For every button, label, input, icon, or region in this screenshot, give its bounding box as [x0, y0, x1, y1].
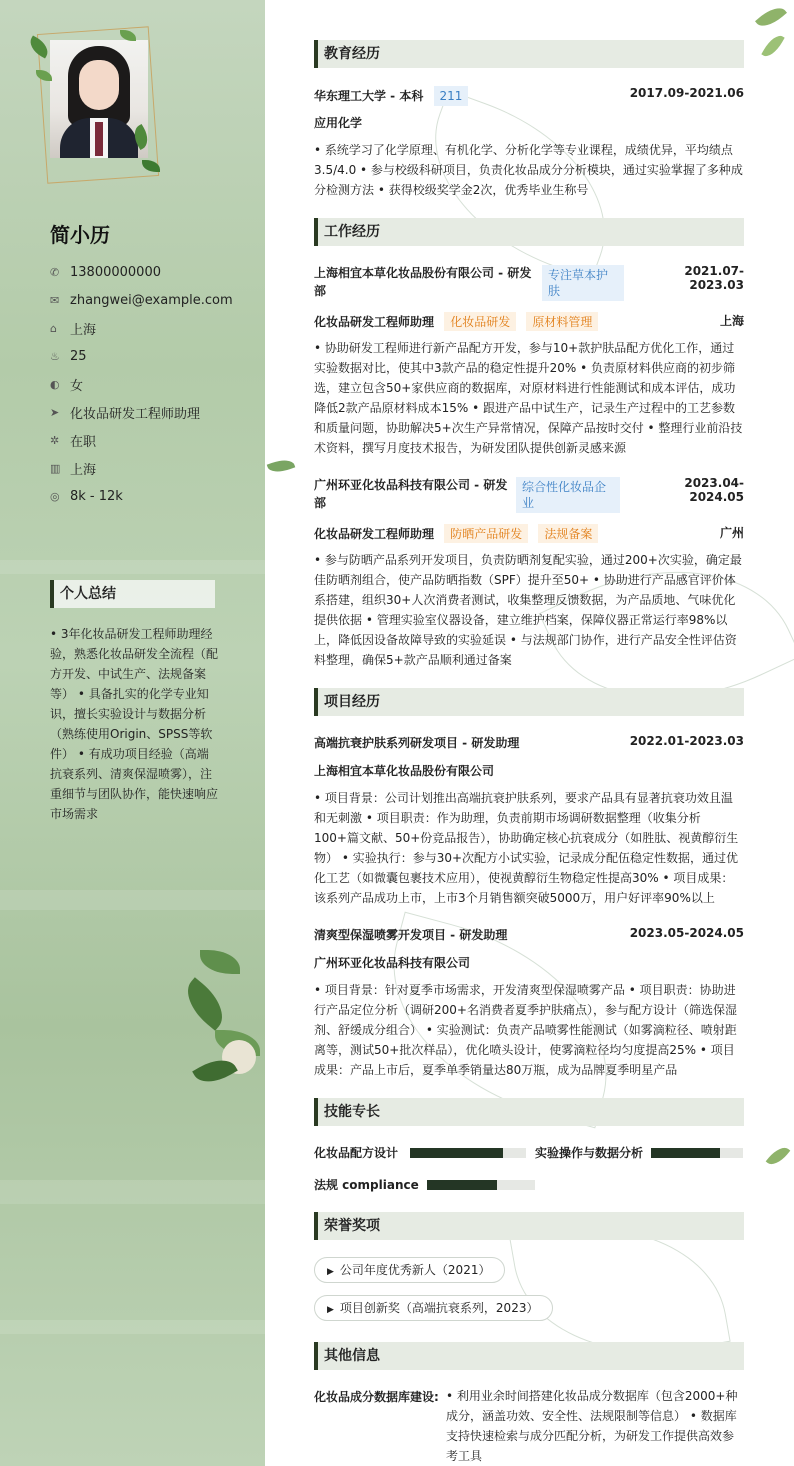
leaf-decoration [761, 32, 784, 61]
job-company-tag: 专注草本护肤 [542, 265, 624, 301]
education-major: 应用化学 [314, 116, 363, 130]
job-role: 化妆品研发工程师助理 [314, 315, 435, 329]
info-row [50, 314, 233, 342]
project-desc: • 项目背景：针对夏季市场需求，开发清爽型保湿喷雾产品 • 项目职责：协助进行产品定位分析（调研200+名消费者夏季护肤痛点），参与配方设计（筛选保湿剂、舒缓成分组合） • 实验测试：负责产品喷雾性能测试（如雾滴粒径、喷射距离等，测试50+批次样品），优化喷头设计，使雾滴粒径均匀度提高25% • 项目成果：产品上市后，夏季单季销量达80万瓶，成为品牌夏季明星产品 [314, 983, 737, 1077]
contact-info [50, 258, 233, 510]
job-company: 广州环亚化妆品科技有限公司 - 研发部 [314, 478, 508, 510]
job-role: 化妆品研发工程师助理 [314, 527, 435, 541]
awards-title: 荣誉奖项 [314, 1212, 744, 1240]
location-value: 上海 [70, 322, 97, 338]
info-row [50, 398, 233, 426]
skill-bar [410, 1148, 526, 1158]
building-icon: ▥ [50, 461, 61, 475]
skill-name: 实验操作与数据分析 [535, 1146, 644, 1160]
skill-bar-fill [427, 1180, 497, 1190]
summary-title: 个人总结 [50, 580, 215, 608]
project-period: 2022.01-2023.03 [629, 734, 744, 748]
skill-bar-fill [410, 1148, 503, 1158]
education-title: 教育经历 [314, 40, 744, 68]
project-name: 高端抗衰护肤系列研发项目 - 研发助理 [314, 736, 520, 750]
sidebar [0, 0, 265, 1466]
award-item[interactable] [314, 1295, 553, 1321]
job-tag: 防晒产品研发 [444, 524, 528, 543]
job-period: 2023.04-2024.05 [684, 476, 744, 504]
other-label: 化妆品成分数据库建设: [314, 1390, 439, 1404]
project-desc: • 项目背景：公司计划推出高端抗衰护肤系列，要求产品具有显著抗衰功效且温和无刺激 • 项目职责：作为助理，负责前期市场调研数据整理（收集分析100+篇文献、50+份竞品报告），协助确定核心抗衰成分（如胜肽、视黄醇衍生物） • 实验执行：参与30+次配方小试实验，记录成分配伍稳定性数据，通过优化工艺（如微囊包裹技术应用），使视黄醇衍生物稳定性提高30% • 项目成果：该系列产品成功上市，上市3个月销售额突破5000万，用户好评率90%以上 [314, 791, 739, 905]
education-desc: • 系统学习了化学原理、有机化学、分析化学等专业课程，成绩优异，平均绩点3.5/4.0 • 参与校级科研项目，负责化妆品成分分析模块，通过实验掌握了多种成分检测方法 • 获得校级奖学金2次，优秀毕业生称号 [314, 143, 743, 197]
age-value: 25 [70, 348, 87, 364]
email-value: zhangwei@example.com [70, 292, 233, 308]
skills-title: 技能专长 [314, 1098, 744, 1126]
leaf-decoration [755, 2, 787, 32]
info-row [50, 426, 233, 454]
award-item[interactable] [314, 1257, 505, 1283]
job-role-row [314, 524, 744, 543]
triangle-right-icon: ▶ [327, 1305, 334, 1315]
job-desc: • 协助研发工程师进行新产品配方开发，参与10+款护肤品配方优化工作，通过实验数据对比，使其中3款产品的稳定性提升20% • 负责原材料供应商的初步筛选，建立包含50+家供应商的数据库，对原材料进行性能测试和成本评估，成功降低2款产品原材料成本15% • 跟进产品中试生产，记录生产过程中的工艺参数和质量问题，协助解决5+次生产异常情况，保障产品按时交付 • 整理行业前沿技术资料，撰写月度技术报告，为研发团队提供创新灵感来源 [314, 341, 743, 455]
leaf-decoration [267, 456, 296, 476]
status-value: 在职 [70, 434, 97, 450]
job-company-tag: 综合性化妆品企业 [516, 477, 620, 513]
info-row [50, 482, 233, 510]
school-name: 华东理工大学 - 本科 [314, 89, 424, 103]
job-tag: 法规备案 [538, 524, 598, 543]
skill-item [314, 1144, 526, 1161]
mail-icon: ✉ [50, 293, 60, 307]
job-period: 2021.07-2023.03 [684, 264, 744, 292]
job-company: 上海相宜本草化妆品股份有限公司 - 研发部 [314, 266, 532, 298]
gender-icon: ◐ [50, 377, 60, 391]
salary-icon: ◎ [50, 489, 60, 503]
info-row [50, 370, 233, 398]
summary-text: • 3年化妆品研发工程师助理经验，熟悉化妆品研发全流程（配方开发、中试生产、法规备案等） • 具备扎实的化学专业知识，擅长实验设计与数据分析（熟练使用Origin、SPSS等软件） • 有成功项目经验（高端抗衰系列、清爽保湿喷雾），注重细节与团队协作，能快速响应市场需求 [50, 627, 219, 821]
info-row [50, 258, 233, 286]
triangle-right-icon: ▶ [327, 1267, 334, 1277]
info-row [50, 342, 233, 370]
skill-name: 法规 compliance [314, 1178, 419, 1192]
target-position-value: 化妆品研发工程师助理 [70, 406, 201, 422]
job-tag: 原材料管理 [526, 312, 598, 331]
other-text: • 利用业余时间搭建化妆品成分数据库（包含2000+种成分，涵盖功效、安全性、法规限制等信息） • 数据库支持快速检索与成分匹配分析，为研发工作提供高效参考工具 [446, 1389, 738, 1463]
projects-title: 项目经历 [314, 688, 744, 716]
leaf-decoration [766, 1143, 791, 1169]
other-title: 其他信息 [314, 1342, 744, 1370]
avatar-area [50, 40, 148, 158]
job-role-row [314, 312, 744, 331]
gender-value: 女 [70, 378, 84, 394]
info-row [50, 286, 233, 314]
phone-value: 13800000000 [70, 264, 161, 280]
job-city: 广州 [719, 526, 744, 540]
project-header [314, 734, 744, 751]
work-title: 工作经历 [314, 218, 744, 246]
salary-value: 8k - 12k [70, 488, 123, 504]
skill-item [314, 1176, 535, 1193]
education-header [314, 86, 744, 106]
skill-bar [651, 1148, 743, 1158]
leaf-decoration [177, 977, 233, 1031]
phone-icon: ✆ [50, 265, 60, 279]
skill-name: 化妆品配方设计 [314, 1146, 399, 1160]
project-period: 2023.05-2024.05 [629, 926, 744, 940]
profile-name: 简小历 [50, 223, 110, 247]
send-icon: ➤ [50, 405, 60, 419]
project-company: 广州环亚化妆品科技有限公司 [314, 956, 471, 970]
education-period: 2017.09-2021.06 [629, 86, 744, 100]
avatar [50, 40, 148, 158]
skill-bar [427, 1180, 535, 1190]
target-city-value: 上海 [70, 462, 97, 478]
leaf-decoration [200, 950, 240, 974]
skill-item [535, 1144, 743, 1161]
job-desc: • 参与防晒产品系列开发项目，负责防晒剂复配实验，通过200+次实验，确定最佳防晒剂组合，使产品防晒指数（SPF）提升至50+ • 协助进行产品感官评价体系搭建，组织30+人次消费者测试，收集整理反馈数据，为产品质地、气味优化提供依据 • 管理实验室仪器设备，建立维护档案，保障仪器正常运行率98%以上，降低因设备故障导致的实验延误 • 与法规部门协作，进行产品安全性评估资料整理，确保5+款产品顺利通过备案 [314, 553, 742, 667]
project-header [314, 926, 744, 943]
award-label: 项目创新奖（高端抗衰系列，2023） [339, 1301, 539, 1315]
job-city: 上海 [719, 314, 744, 328]
school-tag: 211 [434, 86, 469, 106]
info-row [50, 454, 233, 482]
project-company: 上海相宜本草化妆品股份有限公司 [314, 764, 495, 778]
home-icon: ⌂ [50, 321, 57, 335]
job-tag: 化妆品研发 [444, 312, 516, 331]
status-icon: ✲ [50, 433, 60, 447]
award-label: 公司年度优秀新人（2021） [339, 1263, 491, 1277]
skill-bar-fill [651, 1148, 720, 1158]
cake-icon: ♨ [50, 349, 60, 363]
project-name: 清爽型保湿喷雾开发项目 - 研发助理 [314, 928, 508, 942]
